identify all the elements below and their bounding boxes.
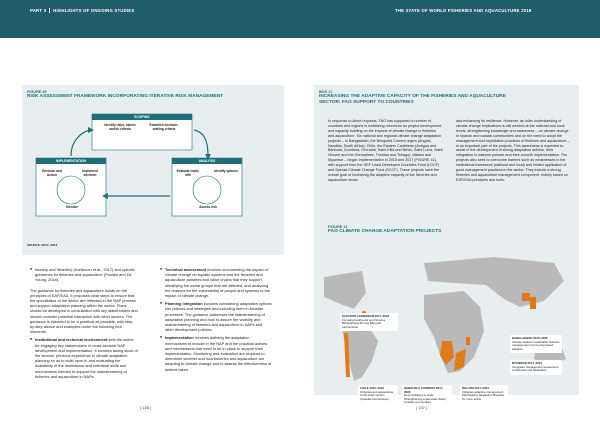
scope-item-a: Identify risks, values and/or criteria	[104, 123, 136, 131]
box-17-title-line2: SECTOR: FAO SUPPORT TO COUNTRIES	[319, 100, 414, 105]
right-page-number: | 137 |	[416, 405, 427, 410]
risk-framework-diagram	[22, 110, 284, 250]
figure-40-panel	[22, 85, 284, 255]
continuation-paragraph: ■ forestry and fisheries) (Karttunen et al., 2017) and specific guidelines for fisheries and aquaculture (Poulain and De Young, 2018).	[30, 267, 138, 283]
box-17-title-line1: INCREASING THE ADAPTIVE CAPACITY OF THE FISHERIES AND AQUACULTURE	[319, 94, 506, 99]
figure-40-title: RISK ASSESSMENT FRAMEWORK INCORPORATING ITERATIVE RISK MANAGEMENT	[27, 94, 224, 99]
callout-chile: CHILE 2015–2019 Fisheries and aquaculture small-scale sectors (Coastal communities)	[358, 385, 398, 403]
box-17-label: BOX 17	[319, 90, 333, 94]
impl-item-c: Monitor	[66, 205, 78, 209]
implementation-label: IMPLEMENTATION	[55, 159, 86, 163]
bullet-institutional: ■ Institutional and technical environment sets the scene for engaging key stakeholders in cross-sectoral NAP development and implementation. It involves taking stock of the sectors' previous experience in climate adaptation planning so as to build upon it, and evaluating the availability of the institutional and individual skills and mechanisms needed to support the mainstreaming of fisheries and aquaculture in NAPs.	[30, 337, 138, 379]
callout-myanmar: MYANMAR 2017–2021 Integrated management aquaculture Livelihoods and adaptation	[510, 360, 562, 375]
left-page-header	[0, 0, 300, 38]
arrow-scoping-to-analysis	[194, 130, 208, 156]
analysis-label: ANALYSIS	[198, 159, 216, 163]
impl-item-b: Implement decision	[82, 169, 98, 177]
right-page-header	[300, 0, 600, 38]
header-part: PART 3 HIGHLIGHTS OF ONGOING STUDIES	[30, 8, 135, 13]
header-journal-title: THE STATE OF WORLD FISHERIES AND AQUACULTURE 2018	[395, 8, 532, 13]
callout-eastern-caribbean: EASTERN CARIBBEAN 2017–2022 Focusing livelihoods and fisheries Bilingual/specific and Bilingual partnerships	[340, 313, 398, 331]
bullet-implementation: ■ Implementation involves defining the adaptation mechanisms to include in the NAP and the practical actions and mechanisms that need to be in place to support their implementation. Monitoring and evaluation are required to determine whether and how fisheries and aquaculture are adapting to climate change and to assess the effectiveness of actions taken.	[160, 335, 272, 371]
africa-shape	[424, 291, 484, 373]
guidance-paragraph: The guidance for fisheries and aquaculture builds on the principles of EAF/EAA. It proposes clear steps to ensure that the specificities of the sector are reflected in the NAP process and support adaptation planning within the sector. Plans should be developed in consultation with key stakeholders and should consider potential interaction with other sectors. The guidance is intended to be a practical as possible, with step-by-step advice and examples under the following four elements:	[30, 287, 138, 335]
box-17-col1: In response to direct requests, FAO has supported a number of countries and regions in mobilizing resources for project development and capacity building on the impacts of climate change in fisheries and aquaculture. Six national and regional climate change adaptation projects – in Bangladesh, the Benguela Current region (Angola, Namibia, South Africa), Chile, the Eastern Caribbean (Antigua and Barbuda, Dominica, Grenada, Saint Kitts and Nevis, Saint Lucia, Saint Vincent and the Grenadines, Trinidad and Tobago), Malawi and Myanmar – began implementation in 2015 and 2017 (FIGURE 41), with support from the GEF Least Developed Countries Fund (LDCF) and Special Climate Change Fund (SCCF). These projects have the overall goal of increasing the adaptive capacity of the fisheries and aquaculture sector	[328, 119, 443, 182]
left-text-column-2	[160, 267, 272, 372]
malawi-highlight	[466, 337, 470, 345]
figure-41-title: FAO CLIMATE CHANGE ADAPTATION PROJECTS	[328, 229, 442, 234]
box-17-panel	[314, 85, 579, 404]
bangladesh-highlight	[522, 293, 530, 301]
bullet-technical: ■ Technical assessment involves documenting the impact of climate change on aquatic systems and the fisheries and aquaculture activities and value chains that they support, identifying the social groups that are affected, and analysing the reasons for the vulnerability of people and systems to the impact of climate change.	[160, 267, 272, 298]
callout-benguela: BENGUELA CURRENT 2017–2020 Demonstrating to scale Strengthening small-scale fishery Coastal communities	[402, 385, 452, 407]
scope-item-b: Establish decision-making criteria	[149, 123, 179, 131]
north-america-shape	[324, 271, 366, 309]
callout-bangladesh: BANGLADESH 2015–2020 Climate-resilient sustainable fisheries management Community-based adaptive	[510, 335, 562, 353]
anal-item-c: Assess risk	[199, 205, 217, 209]
figure-41-label: FIGURE 41	[328, 225, 348, 229]
box-17-col2: and enhancing its resilience. However, as fuller understanding of climate change implications is still needed at the national and local levels, strengthening knowledge and awareness – on climate change in riparian and coastal communities and on the need to adopt the management and exploitation practices of fisheries and aquaculture – is an important part of the projects. This awareness is expected to assist in the development of strong adaptation actions, their integration in national policies and their smooth implementation. The projects also seek to overcome barriers such as weaknesses in the institutional framework (national and local) and limited application of good management practices in the sector. They include a strong fisheries and aquaculture management component, mainly based on EAF/EAA principles and tools.	[456, 119, 570, 182]
scoping-label: SCOPING	[134, 115, 150, 119]
arrow-impl-to-scoping	[71, 130, 90, 156]
anal-item-a: Evaluate trade-offs	[176, 169, 200, 177]
figure-40-source: SOURCE: IPCC, 2014	[27, 243, 58, 247]
bullet-planning: ■ Planning integration involves considering adaptation options into policies and strategies and including them in broader processes. The guidance addresses the mainstreaming of adaptation planning and how to assure the visibility and mainstreaming of fisheries and aquaculture in NAPs and other development policies.	[160, 301, 272, 332]
impl-item-a: Decision and Action	[42, 169, 62, 177]
left-page-number: | 136 |	[140, 405, 151, 410]
callout-malawi: MALAWI 2017–2021 Fisheries adaptive management Participatory adaptation Baseline for more active	[460, 385, 508, 403]
figure-40-label: FIGURE 40	[27, 90, 47, 94]
anal-item-b: Identify options	[214, 169, 238, 173]
left-text-column-1	[30, 267, 138, 379]
myanmar-highlight	[530, 297, 536, 309]
